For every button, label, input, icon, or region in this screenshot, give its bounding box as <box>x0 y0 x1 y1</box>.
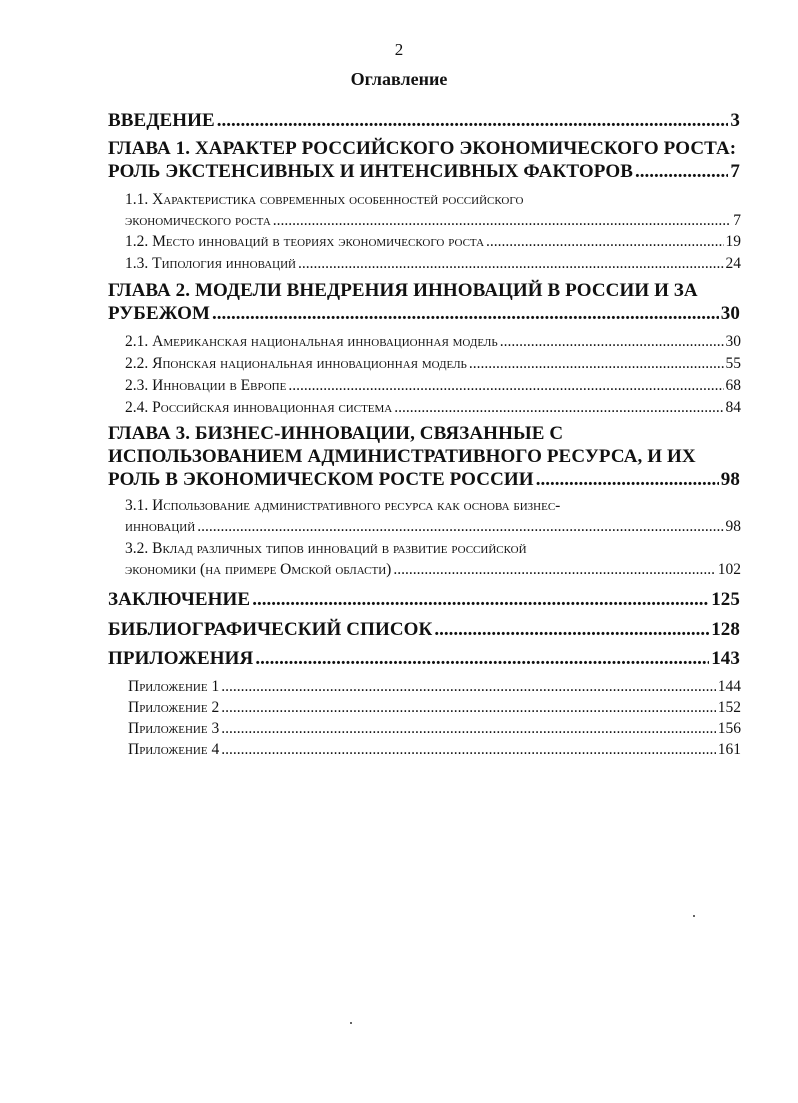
toc-page-number: 68 <box>725 377 741 394</box>
toc-page-number: 7 <box>730 161 740 182</box>
dot-leader <box>635 160 728 183</box>
toc-entry-appendices[interactable] <box>108 647 740 670</box>
dot-leader <box>298 253 724 274</box>
toc-entry-label: РУБЕЖОМ <box>108 303 211 324</box>
toc-page-number: 30 <box>725 333 741 350</box>
toc-entry-chapter-3[interactable] <box>108 422 740 491</box>
toc-page-number: 98 <box>720 469 740 490</box>
dot-leader <box>221 719 716 739</box>
toc-entry-label: ВВЕДЕНИЕ <box>108 110 215 131</box>
toc-page-number: 84 <box>725 399 741 416</box>
dot-leader <box>212 302 719 325</box>
toc-entry-label: ЗАКЛЮЧЕНИЕ <box>108 589 251 610</box>
toc-entry-label: Приложение 3 <box>128 720 220 737</box>
toc-page-number: 98 <box>725 518 741 535</box>
dot-leader <box>469 353 724 374</box>
dot-leader <box>273 210 731 231</box>
toc-page-number: 7 <box>733 212 741 229</box>
toc-entry-label: ИСПОЛЬЗОВАНИЕМ АДМИНИСТРАТИВНОГО РЕСУРСА, И ИХ <box>108 446 696 467</box>
toc-entry-label: экономического роста <box>125 212 271 229</box>
toc-entry-label: 3.1. Использование административного ресурса как основа бизнес- <box>125 497 561 514</box>
toc-page-number: 102 <box>717 561 741 578</box>
toc-entry-section-1-3[interactable] <box>125 253 741 274</box>
dot-leader <box>252 588 709 611</box>
toc-entry-label: экономики (на примере Омской области) <box>125 561 392 578</box>
scan-speck <box>350 1022 352 1024</box>
toc-entry-label: 1.3. Типология инноваций <box>125 255 296 272</box>
toc-entry-label: Приложение 1 <box>128 678 220 695</box>
toc-page-number: 125 <box>711 589 740 610</box>
dot-leader <box>217 109 729 132</box>
toc-page-number: 161 <box>717 741 741 758</box>
toc-entry-chapter-1[interactable] <box>108 137 740 183</box>
toc-entry-section-2-2[interactable] <box>125 353 741 374</box>
dot-leader <box>221 677 716 697</box>
dot-leader <box>221 698 716 718</box>
toc-entry-label: 2.3. Инновации в Европе <box>125 377 287 394</box>
toc-entry-section-1-1[interactable] <box>125 189 741 231</box>
toc-entry-appendix-2[interactable] <box>128 698 741 718</box>
toc-entry-bibliography[interactable] <box>108 618 740 641</box>
toc-entry-appendix-3[interactable] <box>128 719 741 739</box>
dot-leader <box>393 559 715 580</box>
toc-entry-label: РОЛЬ ЭКСТЕНСИВНЫХ И ИНТЕНСИВНЫХ ФАКТОРОВ <box>108 161 633 182</box>
toc-entry-appendix-1[interactable] <box>128 677 741 697</box>
dot-leader <box>288 375 723 396</box>
toc-entry-label: 1.2. Место инноваций в теориях экономического роста <box>125 233 485 250</box>
toc-page-number: 156 <box>717 720 741 737</box>
toc-entry-label: РОЛЬ В ЭКОНОМИЧЕСКОМ РОСТЕ РОССИИ <box>108 469 534 490</box>
toc-page-number: 19 <box>725 233 741 250</box>
toc-entry-label: БИБЛИОГРАФИЧЕСКИЙ СПИСОК <box>108 619 433 640</box>
page-title: Оглавление <box>350 69 448 89</box>
dot-leader <box>221 740 716 760</box>
toc-entry-label: ГЛАВА 2. МОДЕЛИ ВНЕДРЕНИЯ ИННОВАЦИЙ В РОССИИ И ЗА <box>108 280 698 301</box>
toc-entry-section-2-1[interactable] <box>125 331 741 352</box>
toc-entry-section-3-1[interactable] <box>125 495 741 537</box>
toc-page-number: 152 <box>717 699 741 716</box>
toc-entry-label: ПРИЛОЖЕНИЯ <box>108 648 254 669</box>
toc-entry-label: Приложение 4 <box>128 741 220 758</box>
toc-entry-label: 2.2. Японская национальная инновационная модель <box>125 355 467 372</box>
toc-entry-label: 3.2. Вклад различных типов инноваций в развитие российской <box>125 540 527 557</box>
toc-page-number: 55 <box>725 355 741 372</box>
toc-entry-appendix-4[interactable] <box>128 740 741 760</box>
toc-entry-section-1-2[interactable] <box>125 231 741 252</box>
dot-leader <box>536 468 719 491</box>
toc-entry-label: 2.4. Российская инновационная система <box>125 399 393 416</box>
toc-entry-intro[interactable] <box>108 109 740 132</box>
toc-page-number: 128 <box>711 619 740 640</box>
page-number: 2 <box>394 40 404 59</box>
dot-leader <box>486 231 723 252</box>
scan-speck <box>693 915 695 917</box>
toc-page-number: 143 <box>711 648 740 669</box>
toc-page-number: 30 <box>720 303 740 324</box>
toc-page-number: 24 <box>725 255 741 272</box>
toc-page-number: 144 <box>717 678 741 695</box>
toc-entry-section-2-4[interactable] <box>125 397 741 418</box>
dot-leader <box>434 618 709 641</box>
toc-entry-conclusion[interactable] <box>108 588 740 611</box>
toc-entry-label: Приложение 2 <box>128 699 220 716</box>
toc-entry-section-2-3[interactable] <box>125 375 741 396</box>
dot-leader <box>394 397 723 418</box>
toc-entry-chapter-2[interactable] <box>108 279 740 325</box>
dot-leader <box>500 331 724 352</box>
toc-entry-label: ГЛАВА 3. БИЗНЕС-ИННОВАЦИИ, СВЯЗАННЫЕ С <box>108 423 564 444</box>
toc-entry-label: 2.1. Американская национальная инновационная модель <box>125 333 498 350</box>
toc-entry-label: 1.1. Характеристика современных особенностей российского <box>125 191 524 208</box>
toc-entry-section-3-2[interactable] <box>125 538 741 580</box>
dot-leader <box>255 647 709 670</box>
toc-entry-label: ГЛАВА 1. ХАРАКТЕР РОССИЙСКОГО ЭКОНОМИЧЕСКОГО РОСТА: <box>108 138 737 159</box>
toc-entry-label: инноваций <box>125 518 196 535</box>
dot-leader <box>197 516 723 537</box>
toc-page-number: 3 <box>730 110 740 131</box>
